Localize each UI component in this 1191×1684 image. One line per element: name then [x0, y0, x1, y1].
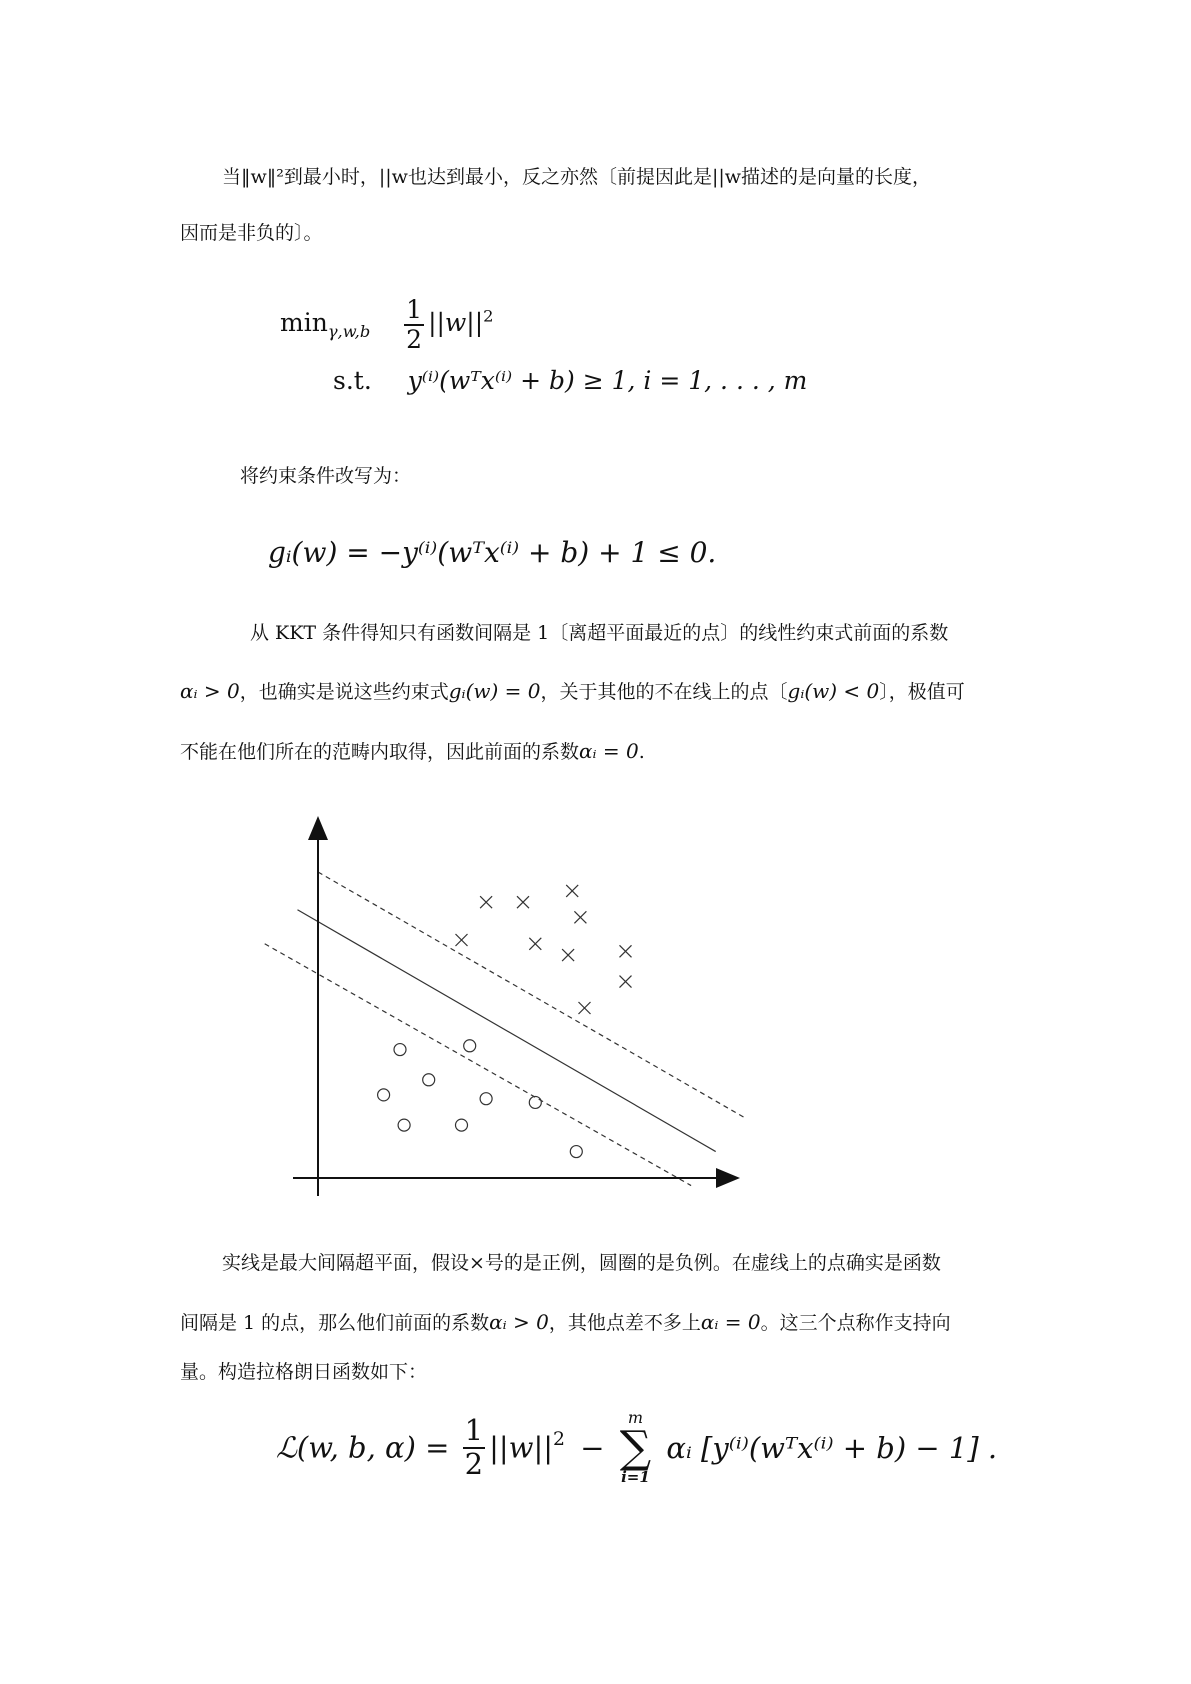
objective-norm: ||w|| — [428, 308, 484, 337]
para3-text-b: ，关于其他的不在线上的点〔 — [540, 681, 788, 703]
sum-symbol: ∑ — [619, 1422, 652, 1473]
objective-fraction — [404, 296, 424, 353]
negative-example-circle-marker — [456, 1119, 468, 1131]
lagrangian-denominator: 2 — [464, 1446, 484, 1481]
optimization-constraint — [333, 366, 807, 395]
chart-axes — [293, 820, 736, 1196]
g-less-zero: gᵢ(w) < 0 — [787, 679, 880, 703]
lagrangian-rhs: αᵢ [y⁽ⁱ⁾(wᵀx⁽ⁱ⁾ + b) − 1] . — [666, 1430, 998, 1465]
positive-example-x-marker — [620, 976, 632, 988]
positive-example-x-marker — [566, 885, 578, 897]
negative-example-circle-marker — [378, 1089, 390, 1101]
positive-example-x-marker — [574, 911, 586, 923]
alpha-positive-2: αᵢ > 0 — [489, 1310, 549, 1334]
para3-line1: 从 KKT 条件得知只有函数间隔是 1〔离超平面最近的点〕的线性约束式前面的系数 — [250, 622, 949, 644]
lagrangian-norm: ||w|| — [489, 1430, 554, 1465]
para3-line2 — [180, 678, 965, 705]
negative-example-circle-marker — [423, 1074, 435, 1086]
positive-example-x-marker — [529, 938, 541, 950]
hyperplane-line-solid — [298, 910, 716, 1152]
g-equal-zero: gᵢ(w) = 0 — [448, 679, 541, 703]
lagrangian-fraction — [463, 1412, 485, 1481]
objective-numerator: 1 — [406, 295, 423, 324]
objective-denominator: 2 — [406, 324, 423, 354]
lagrangian-minus: − — [580, 1430, 605, 1465]
alpha-zero-2: αᵢ = 0 — [700, 1310, 761, 1334]
para3-line3 — [180, 738, 645, 765]
positive-example-x-marker — [517, 896, 529, 908]
objective-power: 2 — [483, 306, 494, 326]
lagrangian-equation — [276, 1410, 997, 1485]
alpha-zero: αᵢ = 0 — [579, 739, 639, 763]
para1-line1: 当‖w‖²到最小时，||w也达到最小，反之亦然〔前提因此是||w描述的是向量的长度， — [222, 166, 932, 188]
positive-example-x-marker — [456, 934, 468, 946]
negative-example-circle-marker — [480, 1093, 492, 1105]
min-subscript: γ,w,b — [327, 322, 371, 341]
positive-example-x-marker — [480, 896, 492, 908]
para4-line3: 量。构造拉格朗日函数如下： — [180, 1361, 428, 1383]
para3-text-d: 不能在他们所在的范畴内取得，因此前面的系数 — [180, 741, 580, 763]
para3-text-a: ，也确实是说这些约束式 — [239, 681, 449, 703]
sum-upper: m — [627, 1408, 644, 1427]
para3-text-e: . — [638, 741, 645, 763]
para4-text-a: 间隔是 1 的点，那么他们前面的系数 — [180, 1312, 490, 1334]
chart-points — [378, 885, 632, 1158]
min-label: min — [280, 308, 328, 337]
positive-example-x-marker — [620, 945, 632, 957]
summation — [620, 1410, 651, 1485]
lagrangian-numerator: 1 — [464, 1412, 484, 1447]
alpha-positive: αᵢ > 0 — [180, 679, 240, 703]
para4-text-c: 。这三个点称作支持向 — [760, 1312, 951, 1334]
separating-lines — [265, 872, 745, 1186]
para4-line1: 实线是最大间隔超平面，假设×号的是正例，圆圈的是负例。在虚线上的点确实是函数 — [222, 1252, 941, 1274]
para1-line2: 因而是非负的〕。 — [180, 222, 323, 244]
para2: 将约束条件改写为： — [240, 465, 412, 487]
constraint-expression: y⁽ⁱ⁾(wᵀx⁽ⁱ⁾ + b) ≥ 1, i = 1, . . . , m — [407, 366, 808, 395]
svm-scatter-chart — [258, 788, 758, 1218]
margin-line-dashed — [318, 872, 744, 1118]
constraint-equation: gᵢ(w) = −y⁽ⁱ⁾(wᵀx⁽ⁱ⁾ + b) + 1 ≤ 0. — [268, 536, 717, 569]
positive-example-x-marker — [579, 1002, 591, 1014]
lagrangian-lhs: ℒ(w, b, α) = — [276, 1430, 450, 1465]
para3-text-c: 〕，极值可 — [879, 681, 965, 703]
negative-example-circle-marker — [464, 1040, 476, 1052]
positive-example-x-marker — [562, 949, 574, 961]
optimization-objective — [280, 296, 494, 353]
negative-example-circle-marker — [529, 1096, 541, 1108]
st-label: s.t. — [333, 366, 372, 395]
negative-example-circle-marker — [398, 1119, 410, 1131]
negative-example-circle-marker — [570, 1146, 582, 1158]
sum-lower: i=1 — [621, 1468, 650, 1486]
para4-text-b: ，其他点差不多上 — [548, 1312, 701, 1334]
negative-example-circle-marker — [394, 1044, 406, 1056]
lagrangian-power: 2 — [553, 1428, 566, 1450]
para4-line2 — [180, 1309, 951, 1336]
